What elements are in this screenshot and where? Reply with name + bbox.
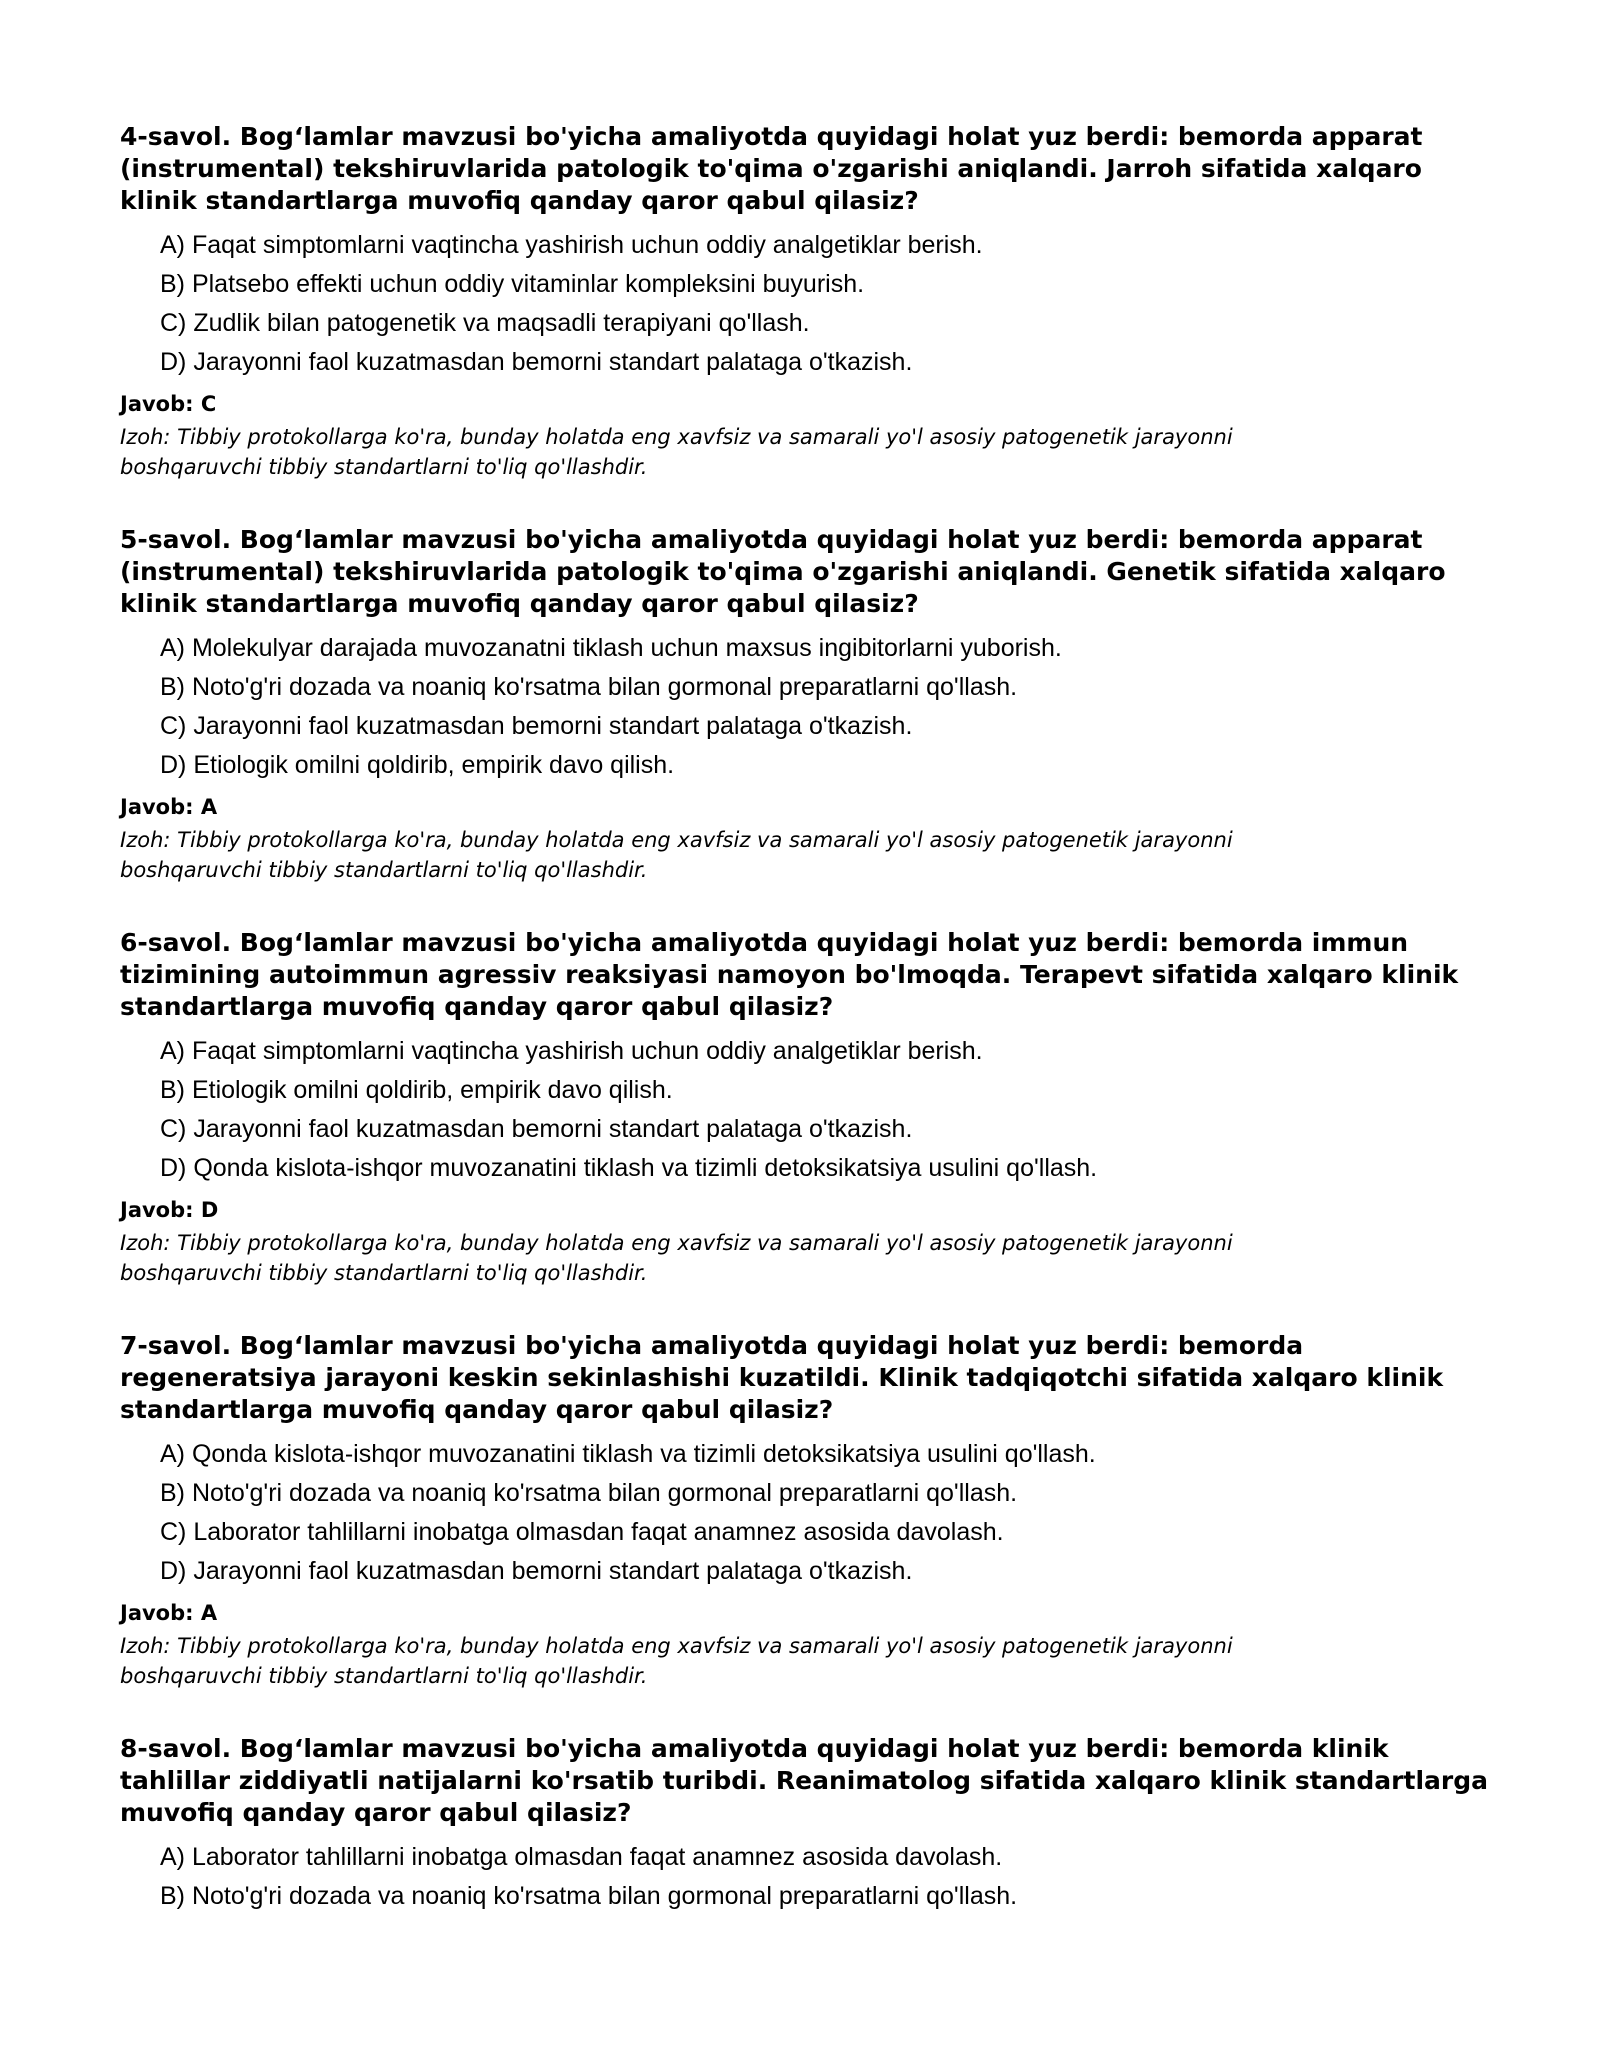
question-5 <box>120 524 1500 885</box>
document-page <box>120 121 1500 1958</box>
answer: Javob: A <box>120 795 218 819</box>
question-text: 6-savol. Bog‘lamlar mavzusi bo'yicha amaliyotda quyidagi holat yuz berdi: bemorda immun tizimining autoimmun agressiv reaksiyasi namoyon bo'lmoqda. Terapevt sifatida xalqaro klinik standartlarga muvofiq qanday qaror qabul qilasiz? <box>120 928 1459 1021</box>
answer: Javob: D <box>120 1198 219 1222</box>
option-b: B) Etiologik omilni qoldirib, empirik davo qilish. <box>160 1076 673 1104</box>
option-a: A) Faqat simptomlarni vaqtincha yashirish uchun oddiy analgetiklar berish. <box>160 231 983 259</box>
question-text: 7-savol. Bog‘lamlar mavzusi bo'yicha amaliyotda quyidagi holat yuz berdi: bemorda regeneratsiya jarayoni keskin sekinlashishi kuzatildi. Klinik tadqiqotchi sifatida xalqaro klinik standartlarga muvofiq qanday qaror qabul qilasiz? <box>120 1331 1444 1424</box>
option-a: A) Molekulyar darajada muvozanatni tiklash uchun maxsus ingibitorlarni yuborish. <box>160 634 1062 662</box>
explanation: Izoh: Tibbiy protokollarga ko'ra, bunday holatda eng xavfsiz va samarali yo'l asosiy patogenetik jarayonni boshqaruvchi tibbiy standartlarni to'liq qo'llashdir. <box>120 1634 1233 1688</box>
option-a: A) Faqat simptomlarni vaqtincha yashirish uchun oddiy analgetiklar berish. <box>160 1037 983 1065</box>
option-b: B) Platsebo effekti uchun oddiy vitaminlar kompleksini buyurish. <box>160 270 865 298</box>
question-text: 5-savol. Bog‘lamlar mavzusi bo'yicha amaliyotda quyidagi holat yuz berdi: bemorda apparat (instrumental) tekshiruvlarida patologik to'qima o'zgarishi aniqlandi. Genetik sifatida xalqaro klinik standartlarga muvofiq qanday qaror qabul qilasiz? <box>120 525 1446 618</box>
option-b: B) Noto'g'ri dozada va noaniq ko'rsatma bilan gormonal preparatlarni qo'llash. <box>160 1479 1018 1507</box>
option-d: D) Qonda kislota-ishqor muvozanatini tiklash va tizimli detoksikatsiya usulini qo'llash. <box>160 1154 1098 1182</box>
option-d: D) Jarayonni faol kuzatmasdan bemorni standart palataga o'tkazish. <box>160 348 913 376</box>
question-6 <box>120 927 1500 1288</box>
question-4 <box>120 121 1500 482</box>
options-list <box>120 629 1500 785</box>
option-c: C) Laborator tahlillarni inobatga olmasdan faqat anamnez asosida davolash. <box>160 1518 1004 1546</box>
option-c: C) Zudlik bilan patogenetik va maqsadli terapiyani qo'llash. <box>160 309 810 337</box>
answer: Javob: A <box>120 1601 218 1625</box>
options-list <box>120 1435 1500 1591</box>
question-8 <box>120 1733 1500 1916</box>
answer: Javob: C <box>120 392 217 416</box>
option-b: B) Noto'g'ri dozada va noaniq ko'rsatma bilan gormonal preparatlarni qo'llash. <box>160 1882 1018 1910</box>
explanation: Izoh: Tibbiy protokollarga ko'ra, bunday holatda eng xavfsiz va samarali yo'l asosiy patogenetik jarayonni boshqaruvchi tibbiy standartlarni to'liq qo'llashdir. <box>120 425 1233 479</box>
options-list <box>120 1032 1500 1188</box>
explanation: Izoh: Tibbiy protokollarga ko'ra, bunday holatda eng xavfsiz va samarali yo'l asosiy patogenetik jarayonni boshqaruvchi tibbiy standartlarni to'liq qo'llashdir. <box>120 828 1233 882</box>
option-a: A) Qonda kislota-ishqor muvozanatini tiklash va tizimli detoksikatsiya usulini qo'llash. <box>160 1440 1096 1468</box>
option-c: C) Jarayonni faol kuzatmasdan bemorni standart palataga o'tkazish. <box>160 712 913 740</box>
question-text: 4-savol. Bog‘lamlar mavzusi bo'yicha amaliyotda quyidagi holat yuz berdi: bemorda apparat (instrumental) tekshiruvlarida patologik to'qima o'zgarishi aniqlandi. Jarroh sifatida xalqaro klinik standartlarga muvofiq qanday qaror qabul qilasiz? <box>120 122 1423 215</box>
option-c: C) Jarayonni faol kuzatmasdan bemorni standart palataga o'tkazish. <box>160 1115 913 1143</box>
options-list <box>120 226 1500 382</box>
options-list <box>120 1838 1500 1916</box>
option-b: B) Noto'g'ri dozada va noaniq ko'rsatma bilan gormonal preparatlarni qo'llash. <box>160 673 1018 701</box>
question-7 <box>120 1330 1500 1691</box>
question-text: 8-savol. Bog‘lamlar mavzusi bo'yicha amaliyotda quyidagi holat yuz berdi: bemorda klinik tahlillar ziddiyatli natijalarni ko'rsatib turibdi. Reanimatolog sifatida xalqaro klinik standartlarga muvofiq qanday qaror qabul qilasiz? <box>120 1734 1488 1827</box>
option-a: A) Laborator tahlillarni inobatga olmasdan faqat anamnez asosida davolash. <box>160 1843 1003 1871</box>
option-d: D) Etiologik omilni qoldirib, empirik davo qilish. <box>160 751 675 779</box>
explanation: Izoh: Tibbiy protokollarga ko'ra, bunday holatda eng xavfsiz va samarali yo'l asosiy patogenetik jarayonni boshqaruvchi tibbiy standartlarni to'liq qo'llashdir. <box>120 1231 1233 1285</box>
option-d: D) Jarayonni faol kuzatmasdan bemorni standart palataga o'tkazish. <box>160 1557 913 1585</box>
